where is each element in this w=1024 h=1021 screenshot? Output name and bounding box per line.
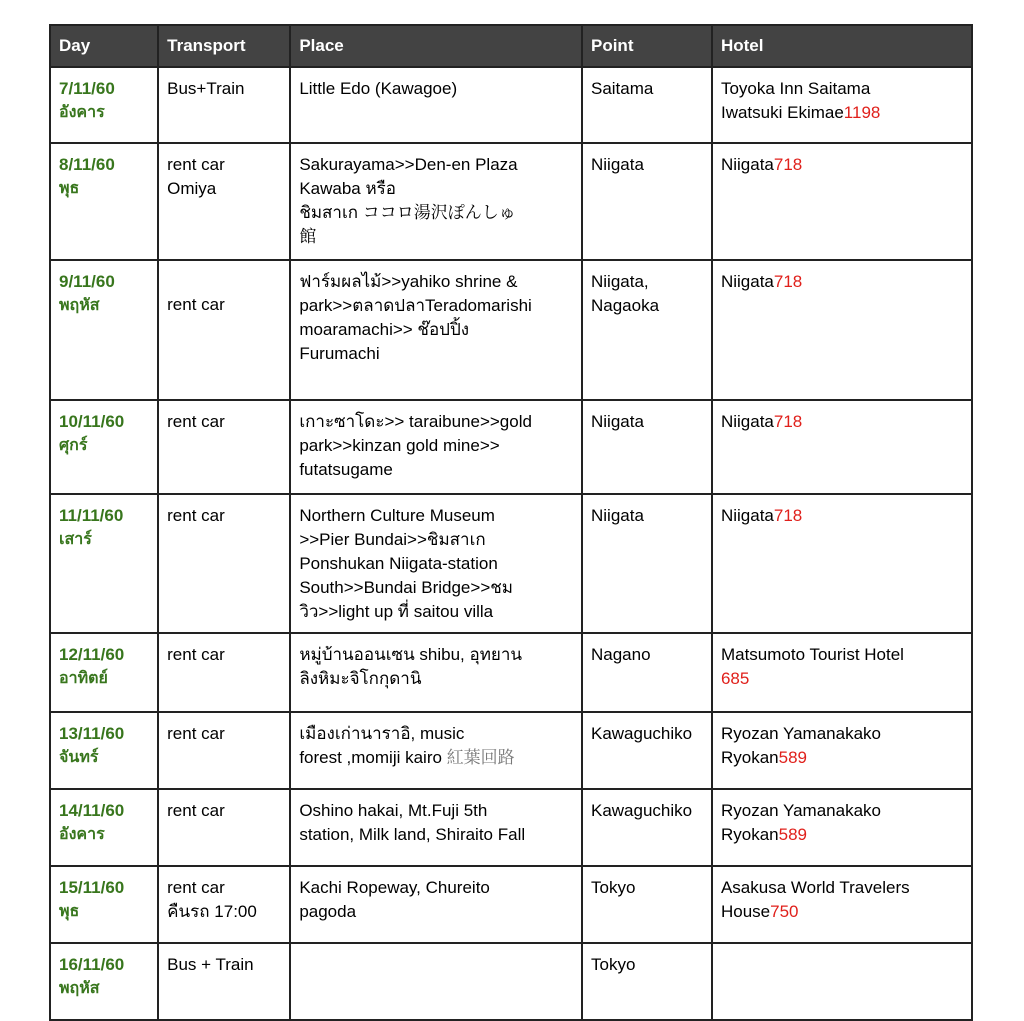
place-cell [290, 67, 582, 143]
place-text: เกาะซาโดะ>> taraibune>>gold [299, 412, 532, 431]
transport-text: rent car [167, 506, 225, 525]
place-text: Kawaba หรือ [299, 179, 397, 198]
table-row [50, 943, 972, 1020]
place-text: South>>Bundai Bridge>>ชม [299, 578, 513, 597]
point-text: Nagano [590, 645, 651, 664]
place-text-japanese: 紅葉回路 [446, 748, 515, 767]
hotel-price: 718 [773, 155, 803, 174]
transport-text: Omiya [167, 179, 217, 198]
point-text: Tokyo [590, 878, 636, 897]
place-text: station, Milk land, Shiraito Fall [299, 825, 526, 844]
table-row [50, 789, 972, 866]
transport-cell [158, 633, 290, 712]
hotel-name: Niigata [720, 412, 774, 431]
place-text: Little Edo (Kawagoe) [299, 79, 458, 98]
transport-cell [158, 494, 290, 633]
day-date: 10/11/60 [59, 412, 125, 431]
day-weekday: อังคาร [59, 104, 105, 121]
day-date: 14/11/60 [59, 801, 125, 820]
hotel-price: 685 [720, 669, 750, 688]
transport-text: rent car [167, 645, 225, 664]
point-text: Tokyo [590, 955, 636, 974]
hotel-name: Ryokan [720, 748, 779, 767]
hotel-cell [712, 943, 972, 1020]
place-text: futatsugame [299, 460, 393, 479]
hotel-cell [712, 260, 972, 400]
table-row [50, 67, 972, 143]
day-cell [50, 67, 158, 143]
day-date: 9/11/60 [59, 272, 115, 291]
place-text: หมู่บ้านออนเซน shibu, อุทยาน [299, 645, 523, 664]
table-row [50, 494, 972, 633]
transport-cell [158, 143, 290, 260]
day-weekday: จันทร์ [59, 749, 99, 766]
hotel-name: Asakusa World Travelers [720, 878, 910, 897]
place-cell [290, 143, 582, 260]
day-weekday: ศุกร์ [59, 437, 88, 454]
point-cell [582, 633, 712, 712]
transport-text: rent car [167, 724, 225, 743]
place-text: >>Pier Bundai>>ชิมสาเก [299, 530, 486, 549]
hotel-price: 589 [778, 825, 807, 844]
day-cell [50, 143, 158, 260]
day-weekday: พุธ [59, 180, 80, 197]
day-weekday: เสาร์ [59, 531, 92, 548]
place-cell [290, 712, 582, 789]
point-text: Saitama [590, 79, 654, 98]
header-transport: Transport [158, 25, 290, 67]
point-cell [582, 143, 712, 260]
day-date: 11/11/60 [59, 506, 124, 525]
place-cell [290, 943, 582, 1020]
point-cell [582, 400, 712, 494]
table-row [50, 866, 972, 943]
header-point: Point [582, 25, 712, 67]
transport-text: rent car [167, 412, 225, 431]
transport-cell [158, 866, 290, 943]
point-text: Niigata [590, 155, 644, 174]
day-cell [50, 943, 158, 1020]
day-date: 7/11/60 [59, 79, 115, 98]
hotel-cell [712, 866, 972, 943]
day-date: 15/11/60 [59, 878, 125, 897]
place-text: วิว>>light up ที่ saitou villa [299, 602, 494, 621]
place-text: forest ,momiji kairo [299, 748, 447, 767]
header-place: Place [290, 25, 582, 67]
place-text: moaramachi>> ช๊อปปิ้ง [299, 320, 470, 339]
place-text: ลิงหิมะจิโกกุดานิ [299, 669, 422, 688]
hotel-cell [712, 712, 972, 789]
place-text: park>>kinzan gold mine>> [299, 436, 500, 455]
point-text: Niigata [590, 412, 644, 431]
hotel-price: 718 [773, 412, 803, 431]
hotel-cell [712, 633, 972, 712]
table-row [50, 260, 972, 400]
day-weekday: อาทิตย์ [59, 670, 108, 687]
day-weekday: พุธ [59, 903, 80, 920]
day-date: 12/11/60 [59, 645, 125, 664]
hotel-name: House [720, 902, 771, 921]
day-cell [50, 866, 158, 943]
table-row [50, 712, 972, 789]
day-weekday: พฤหัส [59, 297, 100, 314]
hotel-cell [712, 143, 972, 260]
hotel-name: Niigata [720, 155, 774, 174]
place-text: 館 [299, 227, 317, 246]
hotel-name: Ryokan [720, 825, 779, 844]
place-text: pagoda [299, 902, 357, 921]
hotel-name: Niigata [720, 506, 774, 525]
transport-cell [158, 712, 290, 789]
point-cell [582, 789, 712, 866]
table-row [50, 143, 972, 260]
day-weekday: อังคาร [59, 826, 105, 843]
hotel-price: 750 [770, 902, 799, 921]
place-text: park>>ตลาดปลาTeradomarishi [299, 296, 532, 315]
point-text: Nagaoka [590, 296, 660, 315]
transport-text: Bus + Train [167, 955, 254, 974]
place-text: ฟาร์มผลไม้>>yahiko shrine & [299, 272, 518, 291]
hotel-price: 589 [778, 748, 807, 767]
hotel-name: Toyoka Inn Saitama [720, 79, 871, 98]
place-cell [290, 633, 582, 712]
hotel-name: Matsumoto Tourist Hotel [720, 645, 904, 664]
day-cell [50, 400, 158, 494]
transport-text: คืนรถ 17:00 [167, 902, 257, 921]
hotel-cell [712, 789, 972, 866]
day-date: 16/11/60 [59, 955, 125, 974]
table-row [50, 400, 972, 494]
transport-cell [158, 943, 290, 1020]
day-cell [50, 789, 158, 866]
table-row [50, 633, 972, 712]
point-text: Niigata [590, 506, 644, 525]
hotel-cell [712, 494, 972, 633]
itinerary-table [49, 24, 973, 1021]
transport-text: rent car [167, 878, 225, 897]
day-cell [50, 260, 158, 400]
place-text: Sakurayama>>Den-en Plaza [299, 155, 518, 174]
header-row [50, 25, 972, 67]
point-text: Niigata, [590, 272, 649, 291]
hotel-name: Iwatsuki Ekimae [720, 103, 844, 122]
point-cell [582, 943, 712, 1020]
hotel-name: Ryozan Yamanakako [720, 801, 881, 820]
place-cell [290, 494, 582, 633]
header-hotel: Hotel [712, 25, 972, 67]
place-text: Kachi Ropeway, Chureito [299, 878, 490, 897]
header-day: Day [50, 25, 158, 67]
place-text: เมืองเก่านาราอิ, music [299, 724, 465, 743]
day-weekday: พฤหัส [59, 980, 100, 997]
transport-text: rent car [167, 801, 225, 820]
point-cell [582, 260, 712, 400]
point-text: Kawaguchiko [590, 724, 693, 743]
point-cell [582, 494, 712, 633]
place-text: Furumachi [299, 344, 380, 363]
hotel-cell [712, 400, 972, 494]
hotel-cell [712, 67, 972, 143]
hotel-price: 1198 [843, 103, 881, 122]
day-date: 8/11/60 [59, 155, 115, 174]
point-cell [582, 67, 712, 143]
place-text: Northern Culture Museum [299, 506, 495, 525]
day-cell [50, 494, 158, 633]
place-cell [290, 789, 582, 866]
place-cell [290, 400, 582, 494]
transport-cell [158, 260, 290, 400]
day-date: 13/11/60 [59, 724, 125, 743]
point-cell [582, 866, 712, 943]
hotel-name: Ryozan Yamanakako [720, 724, 881, 743]
transport-cell [158, 67, 290, 143]
transport-cell [158, 400, 290, 494]
transport-text: Bus+Train [167, 79, 245, 98]
transport-text: rent car [167, 295, 225, 314]
place-text: ชิมสาเก ココロ湯沢ぽんしゅ [299, 203, 516, 222]
place-cell [290, 866, 582, 943]
place-text: Ponshukan Niigata-station [299, 554, 498, 573]
transport-text: rent car [167, 155, 225, 174]
hotel-price: 718 [773, 506, 803, 525]
point-text: Kawaguchiko [590, 801, 693, 820]
point-cell [582, 712, 712, 789]
day-cell [50, 633, 158, 712]
place-cell [290, 260, 582, 400]
day-cell [50, 712, 158, 789]
hotel-price: 718 [773, 272, 803, 291]
place-text: Oshino hakai, Mt.Fuji 5th [299, 801, 488, 820]
transport-cell [158, 789, 290, 866]
hotel-name: Niigata [720, 272, 774, 291]
